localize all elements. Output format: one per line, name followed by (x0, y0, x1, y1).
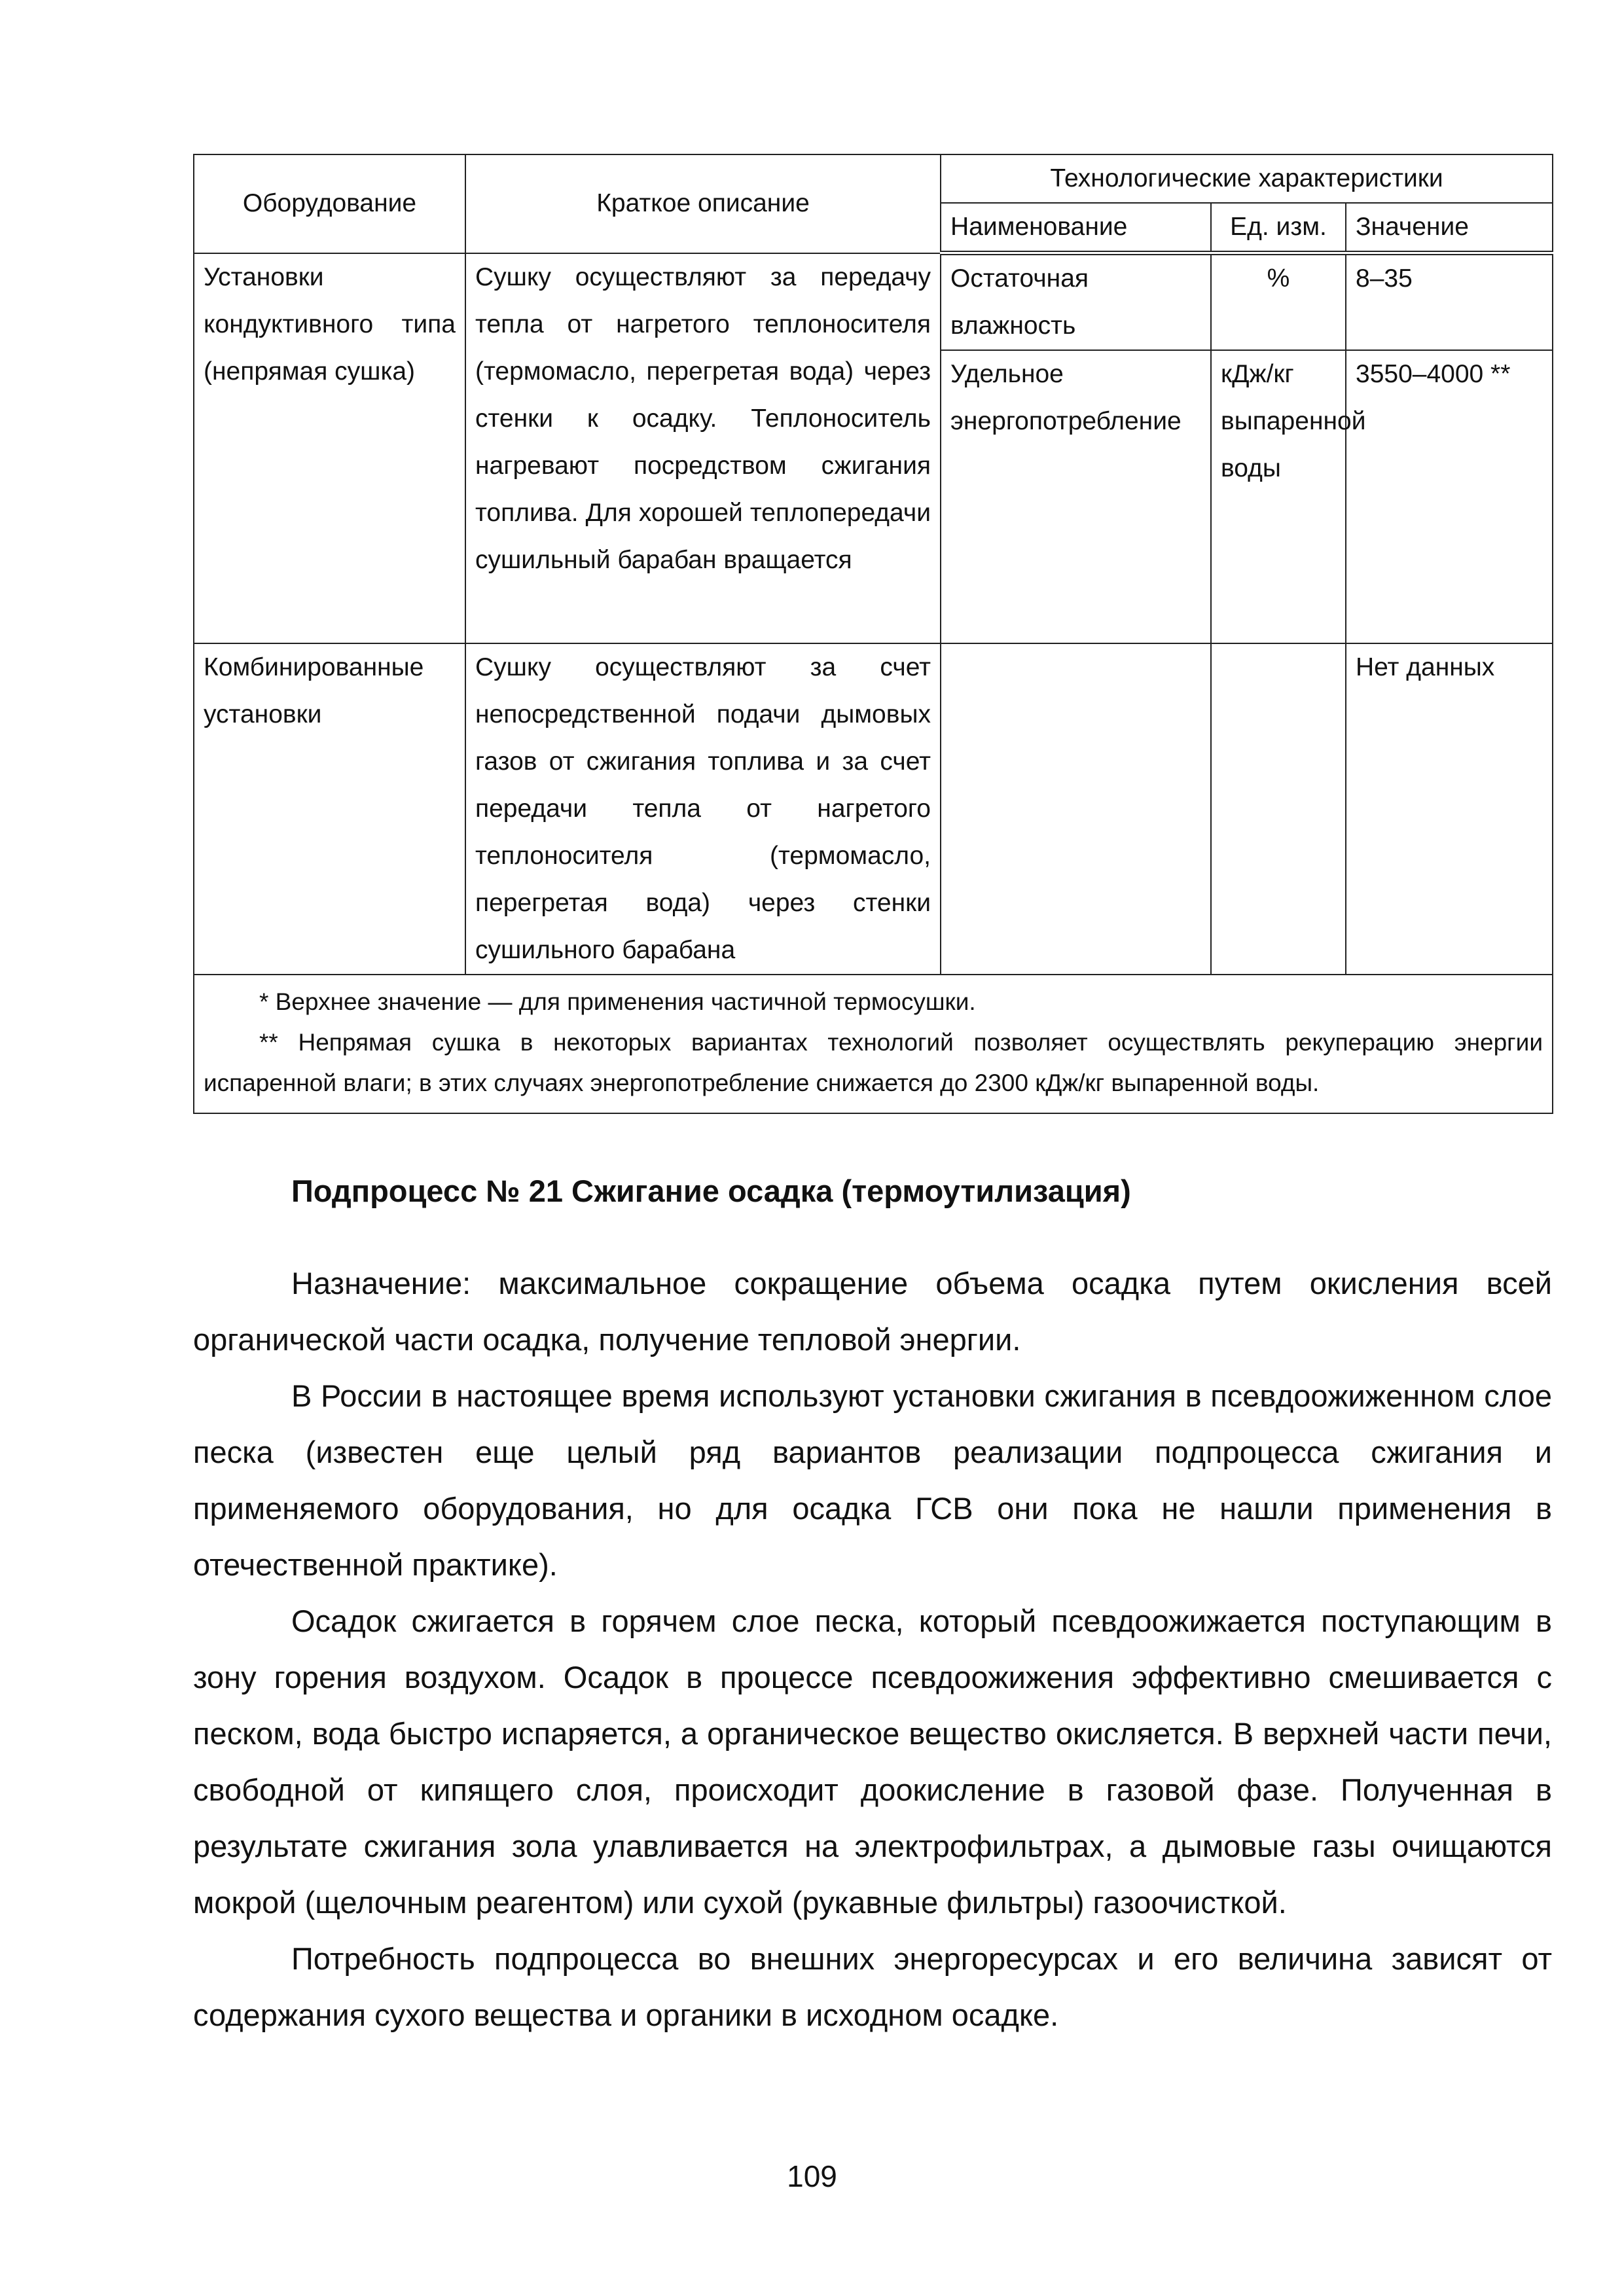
header-row (194, 154, 1553, 203)
col-header-description: Краткое описание (465, 154, 941, 253)
cell-param-unit: % (1211, 253, 1346, 351)
page-number: 109 (787, 2159, 837, 2193)
footnote-2: ** Непрямая сушка в некоторых вариантах технологий позволяет осуществлять рекуперацию энергии испаренной влаги; в этих случаях энергопотребление снижается до 2300 кДж/кг выпаренной воды. (204, 1029, 1543, 1096)
paragraph: Осадок сжигается в горячем слое песка, который псевдоожижается поступающим в зону горения воздухом. Осадок в процессе псевдоожижения эффективно смешивается с песком, вода быстро испаряется, а органическое вещество окисляется. В верхней части печи, свободной от кипящего слоя, происходит доокисление в газовой фазе. Полученная в результате сжигания зола улавливается на электрофильтрах, а дымовые газы очищаются мокрой (щелочным реагентом) или сухой (рукавные фильтры) газоочисткой. (193, 1604, 1552, 1920)
cell-equipment: Комбинированные установки (194, 643, 465, 975)
cell-param-value: Нет данных (1346, 643, 1553, 975)
table-row (194, 253, 1553, 351)
col-header-value: Значение (1346, 203, 1553, 253)
col-header-unit: Ед. изм. (1211, 203, 1346, 253)
col-header-equipment: Оборудование (194, 154, 465, 253)
table-row (194, 643, 1553, 975)
cell-param-value: 3550–4000 ** (1346, 350, 1553, 643)
cell-param-name (941, 643, 1211, 975)
table-notes (194, 975, 1553, 1113)
paragraph: В России в настоящее время используют установки сжигания в псевдоожиженном слое песка (известен еще целый ряд вариантов реализации подпроцесса сжигания и применяемого оборудования, но для осадка ГСВ они пока не нашли применения в отечественной практике). (193, 1378, 1552, 1582)
cell-param-unit: кДж/кг выпаренной воды (1211, 350, 1346, 643)
col-header-tech-chars: Технологические характеристики (941, 154, 1553, 203)
equipment-table (193, 154, 1553, 1114)
body-text (193, 1255, 1552, 2043)
cell-description: Сушку осуществляют за передачу тепла от нагретого теплоносителя (термомасло, перегретая вода) через стенки к осадку. Теплоноситель нагревают посредством сжигания топлива. Для хорошей теплопередачи сушильный барабан вращается (465, 253, 941, 644)
paragraph: Потребность подпроцесса во внешних энергоресурсах и его величина зависят от содержания сухого вещества и органики в исходном осадке. (193, 1941, 1552, 2032)
cell-param-value: 8–35 (1346, 253, 1553, 351)
cell-equipment: Установки кондуктивного типа (непрямая сушка) (194, 253, 465, 644)
cell-param-name: Удельное энергопотребление (941, 350, 1211, 643)
table-notes-row (194, 975, 1553, 1113)
col-header-name: Наименование (941, 203, 1211, 253)
footnote-1: * Верхнее значение — для применения частичной термосушки. (259, 988, 976, 1015)
cell-description: Сушку осуществляют за счет непосредственной подачи дымовых газов от сжигания топлива и за счет передачи тепла от нагретого теплоносителя (термомасло, перегретая вода) через стенки сушильного барабана (465, 643, 941, 975)
paragraph: Назначение: максимальное сокращение объема осадка путем окисления всей органической части осадка, получение тепловой энергии. (193, 1266, 1552, 1357)
cell-param-unit (1211, 643, 1346, 975)
cell-param-name: Остаточная влажность (941, 253, 1211, 351)
section-heading: Подпроцесс № 21 Сжигание осадка (термоутилизация) (291, 1174, 1131, 1208)
